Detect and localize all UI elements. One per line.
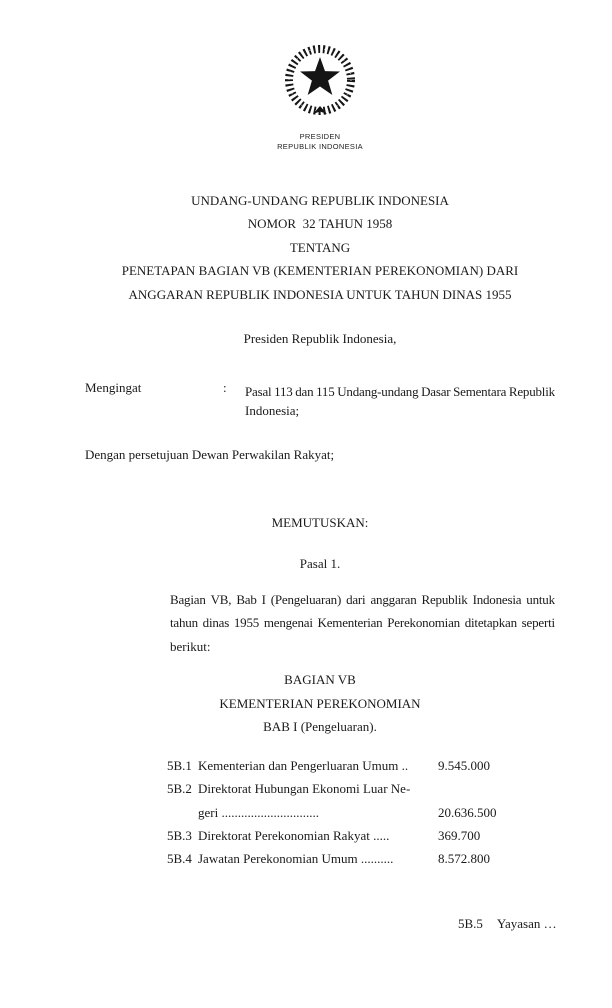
budget-amount: 9.545.000 bbox=[438, 758, 490, 773]
section-heading-bagian-vb: BAGIAN VB bbox=[284, 672, 356, 687]
title-line-undang-undang: UNDANG-UNDANG REPUBLIK INDONESIA bbox=[191, 193, 449, 208]
budget-table bbox=[167, 757, 555, 873]
budget-code: 5B.1 bbox=[167, 758, 192, 773]
budget-desc: Direktorat Hubungan Ekonomi Luar Ne- bbox=[198, 781, 411, 797]
mengingat-text-line-2: Indonesia; bbox=[245, 403, 300, 419]
title-line-nomor: NOMOR 32 TAHUN 1958 bbox=[247, 216, 393, 232]
mengingat-clause bbox=[85, 380, 555, 430]
star-icon bbox=[300, 57, 340, 95]
budget-desc: geri .............................. bbox=[198, 804, 319, 820]
budget-code: 5B.4 bbox=[167, 851, 192, 866]
budget-code: 5B.2 bbox=[167, 781, 192, 797]
table-row bbox=[167, 757, 555, 780]
mengingat-colon: : bbox=[223, 380, 227, 395]
paragraph-line-2: tahun dinas 1955 mengenai Kementerian Perekonomian ditetapkan seperti bbox=[170, 615, 555, 631]
budget-desc: Direktorat Perekonomian Rakyat ..... bbox=[198, 827, 390, 843]
persetujuan-line: Dengan persetujuan Dewan Perwakilan Rakyat; bbox=[85, 447, 335, 462]
table-row bbox=[167, 850, 555, 873]
catchword bbox=[458, 916, 557, 932]
section-heading-block bbox=[85, 668, 555, 739]
pasal-1-paragraph bbox=[170, 588, 555, 658]
budget-amount: 20.636.500 bbox=[438, 804, 497, 820]
star-wreath-emblem-icon bbox=[280, 40, 360, 120]
title-line-tentang: TENTANG bbox=[289, 239, 351, 255]
section-heading-bab-i: BAB I (Pengeluaran). bbox=[263, 719, 377, 735]
mengingat-text-line-1: Pasal 113 dan 115 Undang-undang Dasar Sementara Republik bbox=[245, 384, 555, 399]
title-line-penetapan: PENETAPAN BAGIAN VB (KEMENTERIAN PEREKONOMIAN) DARI bbox=[121, 263, 519, 279]
presiden-salutation: Presiden Republik Indonesia, bbox=[243, 331, 397, 346]
budget-amount bbox=[438, 780, 555, 803]
memutuskan-heading: MEMUTUSKAN: bbox=[271, 515, 369, 530]
letterhead-caption bbox=[85, 132, 555, 152]
budget-desc: Jawatan Perekonomian Umum .......... bbox=[198, 851, 394, 866]
budget-code bbox=[167, 804, 198, 827]
section-heading-kementerian: KEMENTERIAN PEREKONOMIAN bbox=[219, 695, 421, 711]
pasal-1-heading: Pasal 1. bbox=[299, 556, 341, 571]
paragraph-line-3: berikut: bbox=[170, 638, 211, 654]
table-row bbox=[167, 804, 555, 827]
mengingat-label: Mengingat bbox=[85, 380, 142, 395]
budget-amount: 369.700 bbox=[438, 827, 481, 843]
budget-desc: Kementerian dan Pengerluaran Umum .. bbox=[198, 758, 409, 773]
budget-code: 5B.3 bbox=[167, 827, 192, 843]
table-row bbox=[167, 827, 555, 850]
letterhead-republik-indonesia: REPUBLIK INDONESIA bbox=[277, 142, 363, 151]
budget-amount: 8.572.800 bbox=[438, 851, 490, 866]
paragraph-line-1: Bagian VB, Bab I (Pengeluaran) dari anggaran Republik Indonesia untuk bbox=[170, 592, 555, 607]
catchword-text: Yayasan … bbox=[496, 916, 557, 931]
letterhead-presiden: PRESIDEN bbox=[299, 132, 341, 141]
title-block bbox=[85, 189, 555, 306]
title-line-anggaran: ANGGARAN REPUBLIK INDONESIA UNTUK TAHUN DINAS 1955 bbox=[128, 286, 512, 302]
table-row bbox=[167, 780, 555, 803]
catchword-code: 5B.5 bbox=[458, 916, 483, 931]
